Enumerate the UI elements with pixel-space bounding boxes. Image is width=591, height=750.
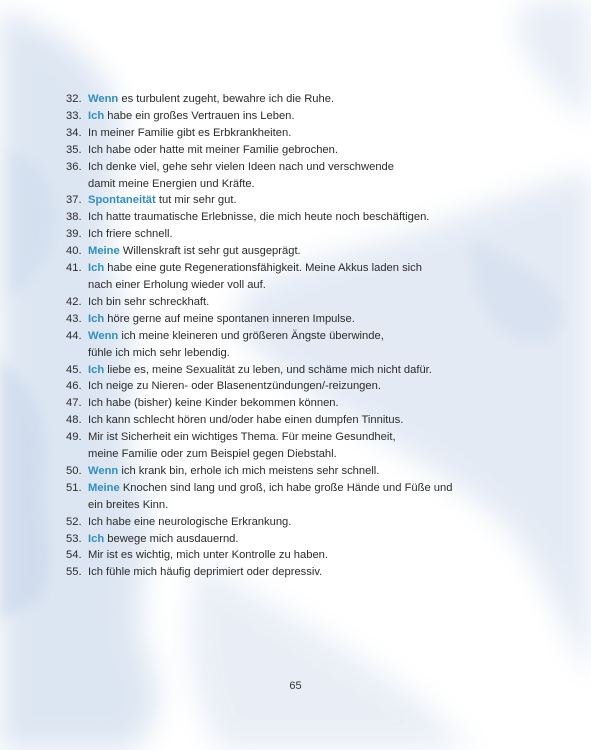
item-line [88,260,496,277]
item-number: 42. [66,295,82,308]
item-line-text: Knochen sind lang und groß, ich habe große Hände und Füße und [119,481,453,494]
item-number: 48. [66,414,82,427]
list-item [66,531,496,548]
item-text [88,564,496,581]
item-text [88,463,496,480]
list-item [66,311,496,328]
item-line-text: es turbulent zugeht, bewahre ich die Ruhe. [118,93,335,105]
item-text [88,480,496,514]
item-line-text: habe ein großes Vertrauen ins Leben. [104,109,295,122]
list-item [66,192,496,209]
list-item [66,159,496,193]
list-item [66,412,496,429]
item-line-text: Ich hatte traumatische Erlebnisse, die mich heute noch beschäftigen. [88,211,430,224]
list-item [66,226,496,243]
item-text [88,429,496,463]
item-line [88,378,496,395]
item-line-text: Ich fühle mich häufig deprimiert oder depressiv. [88,566,323,579]
item-line [88,446,496,463]
item-line-text: Ich habe (bisher) keine Kinder bekommen können. [88,397,339,410]
item-keyword: Wenn [88,329,119,342]
item-line-text: Ich denke viel, gehe sehr vielen Ideen nach und verschwende [88,160,394,173]
item-line [88,176,496,193]
list-item [66,294,496,311]
item-number: 38. [66,211,82,224]
item-number: 33. [66,109,82,122]
item-number: 51. [66,481,82,494]
list-item [66,91,496,108]
item-line-text: ich krank bin, erhole ich mich meistens sehr schnell. [118,464,380,477]
item-line-text: liebe es, meine Sexualität zu leben, und schäme mich nicht dafür. [104,363,432,376]
item-text [88,260,496,294]
item-line-text: tut mir sehr gut. [155,194,237,207]
item-line-text: nach einer Erholung wieder voll auf. [88,278,266,291]
item-number: 43. [66,312,82,325]
item-text [88,412,496,429]
question-list [66,91,496,581]
item-keyword: Wenn [88,464,119,477]
list-item [66,362,496,379]
item-keyword: Spontaneität [88,194,156,207]
item-line [88,192,496,209]
list-item [66,378,496,395]
list-item [66,463,496,480]
item-line-text: Ich habe eine neurologische Erkrankung. [88,515,292,528]
item-number: 45. [66,363,82,376]
item-text [88,531,496,548]
item-line-text: Willenskraft ist sehr gut ausgeprägt. [119,245,301,258]
item-line-text: meine Familie oder zum Beispiel gegen Diebstahl. [88,448,337,461]
item-line [88,142,496,159]
item-text [88,294,496,311]
item-line [88,125,496,142]
item-line-text: Ich neige zu Nieren- oder Blasenentzündungen/-reizungen. [88,380,381,393]
list-item [66,328,496,362]
item-text [88,91,496,108]
item-number: 44. [66,329,82,342]
item-line [88,362,496,379]
item-keyword: Meine [88,245,120,258]
item-line-text: Mir ist es wichtig, mich unter Kontrolle zu haben. [88,549,329,562]
item-line [88,209,496,226]
item-number: 39. [66,228,82,241]
item-text [88,395,496,412]
item-text [88,514,496,531]
item-line-text: Ich friere schnell. [88,228,173,241]
item-line [88,497,496,514]
item-number: 52. [66,515,82,528]
item-line-text: In meiner Familie gibt es Erbkrankheiten. [88,126,292,139]
item-number: 40. [66,245,82,258]
item-line [88,514,496,531]
item-line-text: höre gerne auf meine spontanen inneren Impulse. [104,312,355,325]
item-line [88,277,496,294]
item-line-text: ein breites Kinn. [88,498,169,511]
item-number: 49. [66,431,82,444]
item-number: 55. [66,566,82,579]
item-keyword: Ich [88,363,105,376]
list-item [66,564,496,581]
item-line-text: habe eine gute Regenerationsfähigkeit. Meine Akkus laden sich [104,262,422,275]
item-keyword: Ich [88,532,105,545]
item-text [88,108,496,125]
item-line-text: Ich bin sehr schreckhaft. [88,295,210,308]
item-text [88,142,496,159]
list-item [66,260,496,294]
item-line [88,108,496,125]
item-line [88,243,496,260]
item-line [88,412,496,429]
item-keyword: Ich [88,109,105,122]
item-line [88,463,496,480]
item-text [88,311,496,328]
item-number: 54. [66,549,82,562]
item-text [88,209,496,226]
item-line-text: damit meine Energien und Kräfte. [88,177,255,190]
item-line-text: Mir ist Sicherheit ein wichtiges Thema. Für meine Gesundheit, [88,431,396,444]
list-item [66,209,496,226]
item-text [88,243,496,260]
item-number: 41. [66,262,82,275]
item-text [88,125,496,142]
item-number: 32. [66,93,82,105]
item-line-text: Ich habe oder hatte mit meiner Familie gebrochen. [88,143,338,156]
item-line [88,328,496,345]
item-line [88,345,496,362]
item-number: 53. [66,532,82,545]
item-keyword: Ich [88,312,105,325]
list-item [66,395,496,412]
list-item [66,547,496,564]
item-line [88,547,496,564]
item-number: 46. [66,380,82,393]
item-line-text: Ich kann schlecht hören und/oder habe einen dumpfen Tinnitus. [88,414,404,427]
list-item [66,514,496,531]
item-line [88,159,496,176]
list-item [66,480,496,514]
item-line [88,564,496,581]
list-item [66,108,496,125]
item-text [88,328,496,362]
item-line [88,226,496,243]
item-text [88,378,496,395]
page-number: 65 [289,680,302,692]
item-line [88,311,496,328]
item-number: 47. [66,397,82,410]
item-line [88,91,496,108]
item-line [88,429,496,446]
item-text [88,159,496,193]
list-item [66,125,496,142]
item-text [88,226,496,243]
list-item [66,142,496,159]
item-text [88,362,496,379]
item-text [88,547,496,564]
item-number: 34. [66,126,82,139]
item-line-text: bewege mich ausdauernd. [104,532,239,545]
item-number: 36. [66,160,82,173]
item-keyword: Meine [88,481,120,494]
item-line-text: fühle ich mich sehr lebendig. [88,346,230,359]
item-line [88,395,496,412]
item-line-text: ich meine kleineren und größeren Ängste überwinde, [118,329,384,342]
item-keyword: Ich [88,262,105,275]
list-item [66,429,496,463]
item-text [88,192,496,209]
item-line [88,480,496,497]
list-item [66,243,496,260]
item-line [88,531,496,548]
item-number: 37. [66,194,82,207]
item-keyword: Wenn [88,93,119,105]
item-number: 50. [66,464,82,477]
item-number: 35. [66,143,82,156]
item-line [88,294,496,311]
